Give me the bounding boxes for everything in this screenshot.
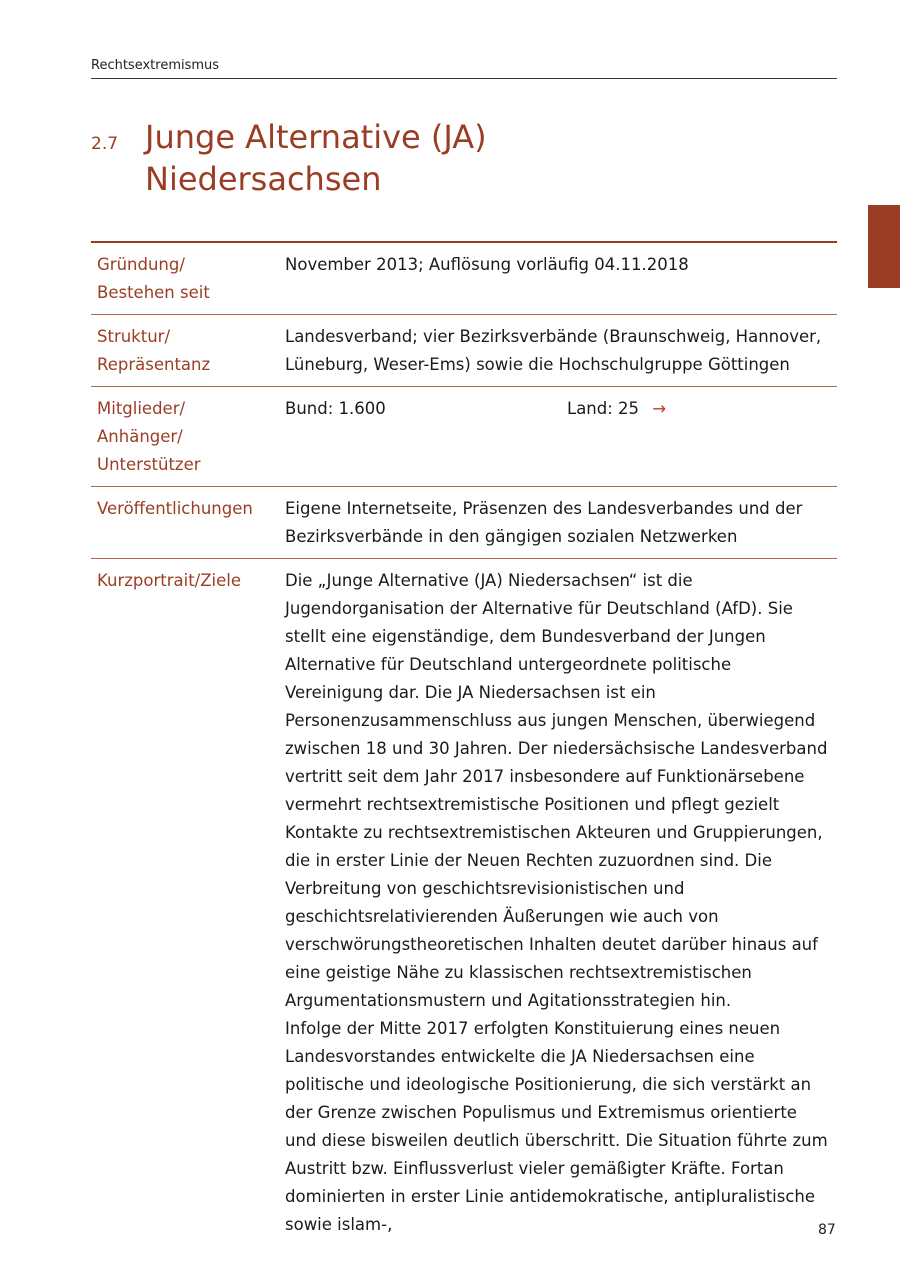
row-value <box>285 395 837 479</box>
label-line: Gründung/ <box>97 255 185 274</box>
table-row-mitglieder <box>91 387 837 487</box>
row-label <box>91 395 285 479</box>
row-label <box>91 251 285 307</box>
row-label: Kurzportrait/Ziele <box>97 571 242 590</box>
row-label <box>91 323 285 379</box>
row-value <box>285 567 837 1239</box>
section-number: 2.7 <box>91 134 119 154</box>
section-title-line2: Niedersachsen <box>145 160 382 198</box>
section-title-line1: Junge Alternative (JA) <box>145 118 487 156</box>
members-bund: Bund: 1.600 <box>285 399 386 418</box>
table-row-kurzportrait <box>91 559 837 1246</box>
paragraph: Infolge der Mitte 2017 erfolgten Konstituierung eines neuen Landesvorstandes entwickelte die JA Niedersachsen eine politische und ideologische Positionierung, die sich verstärkt an der Grenze zwischen Populismus und Extremismus orientierte und diese bisweilen deutlich überschritt. Die Situation führte zum Austritt bzw. Einflussverlust vieler gemäßigter Kräfte. Fortan dominierten in erster Linie antidemokratische, antipluralistische sowie islam-, <box>285 1019 828 1234</box>
page-number: 87 <box>818 1222 836 1238</box>
fact-table <box>91 241 837 1246</box>
running-header: Rechtsextremismus <box>91 58 837 79</box>
table-row-veroeffentlichungen <box>91 487 837 559</box>
row-value: November 2013; Auflösung vorläufig 04.11.2018 <box>285 255 689 274</box>
row-value: Eigene Internetseite, Präsenzen des Landesverbandes und der Bezirksverbände in den gängigen sozialen Netzwerken <box>285 499 803 546</box>
row-label: Veröffentlichungen <box>97 499 253 518</box>
chapter-side-tab <box>868 205 900 288</box>
section-title <box>145 116 487 200</box>
members-land-value: Land: 25 <box>567 399 640 418</box>
table-row-gruendung <box>91 243 837 315</box>
right-arrow-icon: → <box>652 399 667 418</box>
label-line: Repräsentanz <box>97 355 211 374</box>
row-value: Landesverband; vier Bezirksverbände (Braunschweig, Hannover, Lüneburg, Weser-Ems) sowie die Hochschulgruppe Göttingen <box>285 327 822 374</box>
members-land <box>567 395 666 479</box>
label-line: Struktur/ <box>97 327 171 346</box>
label-line: Mitglieder/ <box>97 399 186 418</box>
paragraph: Die „Junge Alternative (JA) Niedersachsen“ ist die Jugendorganisation der Alternative für Deutschland (AfD). Sie stellt eine eigenständige, dem Bundesverband der Jungen Alternative für Deutschland untergeordnete politische Vereinigung dar. Die JA Niedersachsen ist ein Personenzusammenschluss aus jungen Menschen, überwiegend zwischen 18 und 30 Jahren. Der niedersächsische Landesverband vertritt seit dem Jahr 2017 insbesondere auf Funktionärsebene vermehrt rechtsextremistische Positionen und pflegt gezielt Kontakte zu rechtsextremistischen Akteuren und Gruppierungen, die in erster Linie der Neuen Rechten zuzuordnen sind. Die Verbreitung von geschichtsrevisionistischen und geschichtsrelativierenden Äußerungen wie auch von verschwörungstheoretischen Inhalten deutet darüber hinaus auf eine geistige Nähe zu klassischen rechtsextremistischen Argumentationsmustern und Agitationsstrategien hin. <box>285 571 828 1010</box>
table-row-struktur <box>91 315 837 387</box>
label-line: Anhänger/ <box>97 427 183 446</box>
label-line: Bestehen seit <box>97 283 210 302</box>
label-line: Unterstützer <box>97 455 201 474</box>
